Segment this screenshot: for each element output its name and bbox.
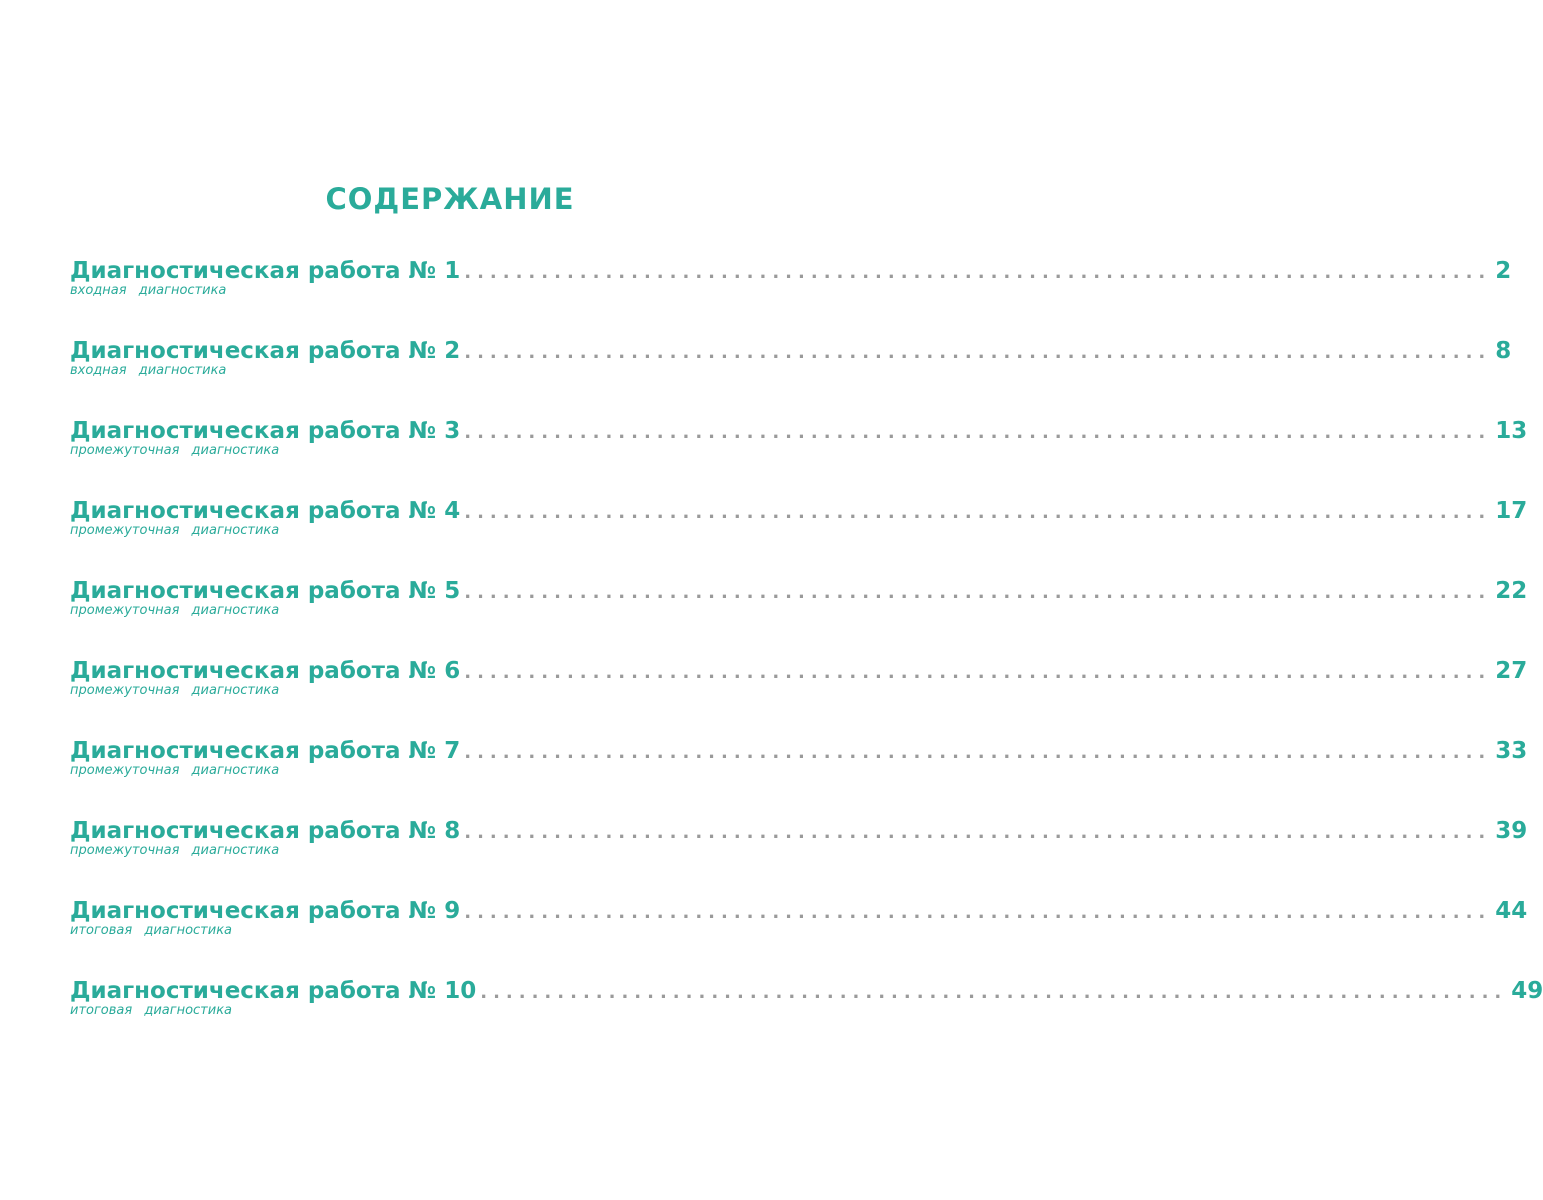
dot-leader: ................................................................................ <box>464 342 1492 363</box>
toc-page-number: 44 <box>1495 898 1528 924</box>
dot-leader: ................................................................................ <box>464 742 1492 763</box>
toc-entry-title: Диагностическая работа № 5 <box>70 578 461 604</box>
dot-leader: ................................................................................ <box>464 902 1492 923</box>
toc-entry[interactable] <box>70 255 1512 335</box>
toc-entry-title: Диагностическая работа № 10 <box>70 978 477 1004</box>
toc-page-number: 17 <box>1495 498 1528 524</box>
page-title: СОДЕРЖАНИЕ <box>325 182 575 216</box>
toc-entry[interactable] <box>70 815 1528 895</box>
toc-entry-subtitle: промежуточная диагностика <box>70 603 280 618</box>
dot-leader: ................................................................................ <box>464 422 1492 443</box>
toc-entry[interactable] <box>70 735 1528 815</box>
toc-entry-subtitle: итоговая диагностика <box>70 1003 233 1018</box>
toc-entry-subtitle: промежуточная диагностика <box>70 443 280 458</box>
dot-leader: ................................................................................ <box>464 582 1492 603</box>
toc-page-number: 27 <box>1495 658 1528 684</box>
toc-entry-subtitle: входная диагностика <box>70 363 227 378</box>
table-of-contents <box>70 255 1543 1055</box>
toc-entry[interactable] <box>70 335 1512 415</box>
dot-leader: ................................................................................ <box>464 502 1492 523</box>
toc-entry-title: Диагностическая работа № 8 <box>70 818 461 844</box>
toc-entry[interactable] <box>70 895 1528 975</box>
toc-page-number: 39 <box>1495 818 1528 844</box>
toc-entry[interactable] <box>70 655 1528 735</box>
toc-entry-title: Диагностическая работа № 6 <box>70 658 461 684</box>
toc-entry-subtitle: промежуточная диагностика <box>70 763 280 778</box>
toc-entry-subtitle: промежуточная диагностика <box>70 523 280 538</box>
toc-entry[interactable] <box>70 495 1528 575</box>
toc-page-number: 2 <box>1495 258 1512 284</box>
toc-page-number: 22 <box>1495 578 1528 604</box>
toc-entry-title: Диагностическая работа № 4 <box>70 498 461 524</box>
toc-entry-title: Диагностическая работа № 3 <box>70 418 461 444</box>
toc-entry-subtitle: промежуточная диагностика <box>70 843 280 858</box>
dot-leader: ................................................................................ <box>480 982 1508 1003</box>
toc-page-number: 8 <box>1495 338 1512 364</box>
toc-entry-subtitle: промежуточная диагностика <box>70 683 280 698</box>
toc-entry-subtitle: итоговая диагностика <box>70 923 233 938</box>
toc-entry[interactable] <box>70 975 1543 1055</box>
toc-entry-title: Диагностическая работа № 1 <box>70 258 461 284</box>
dot-leader: ................................................................................ <box>464 822 1492 843</box>
toc-entry-title: Диагностическая работа № 7 <box>70 738 461 764</box>
toc-entry-title: Диагностическая работа № 2 <box>70 338 461 364</box>
dot-leader: ................................................................................ <box>464 262 1492 283</box>
dot-leader: ................................................................................ <box>464 662 1492 683</box>
toc-entry[interactable] <box>70 415 1528 495</box>
toc-page-number: 33 <box>1495 738 1528 764</box>
toc-entry[interactable] <box>70 575 1528 655</box>
toc-page-number: 49 <box>1511 978 1543 1004</box>
toc-entry-title: Диагностическая работа № 9 <box>70 898 461 924</box>
toc-entry-subtitle: входная диагностика <box>70 283 227 298</box>
toc-page-number: 13 <box>1495 418 1528 444</box>
